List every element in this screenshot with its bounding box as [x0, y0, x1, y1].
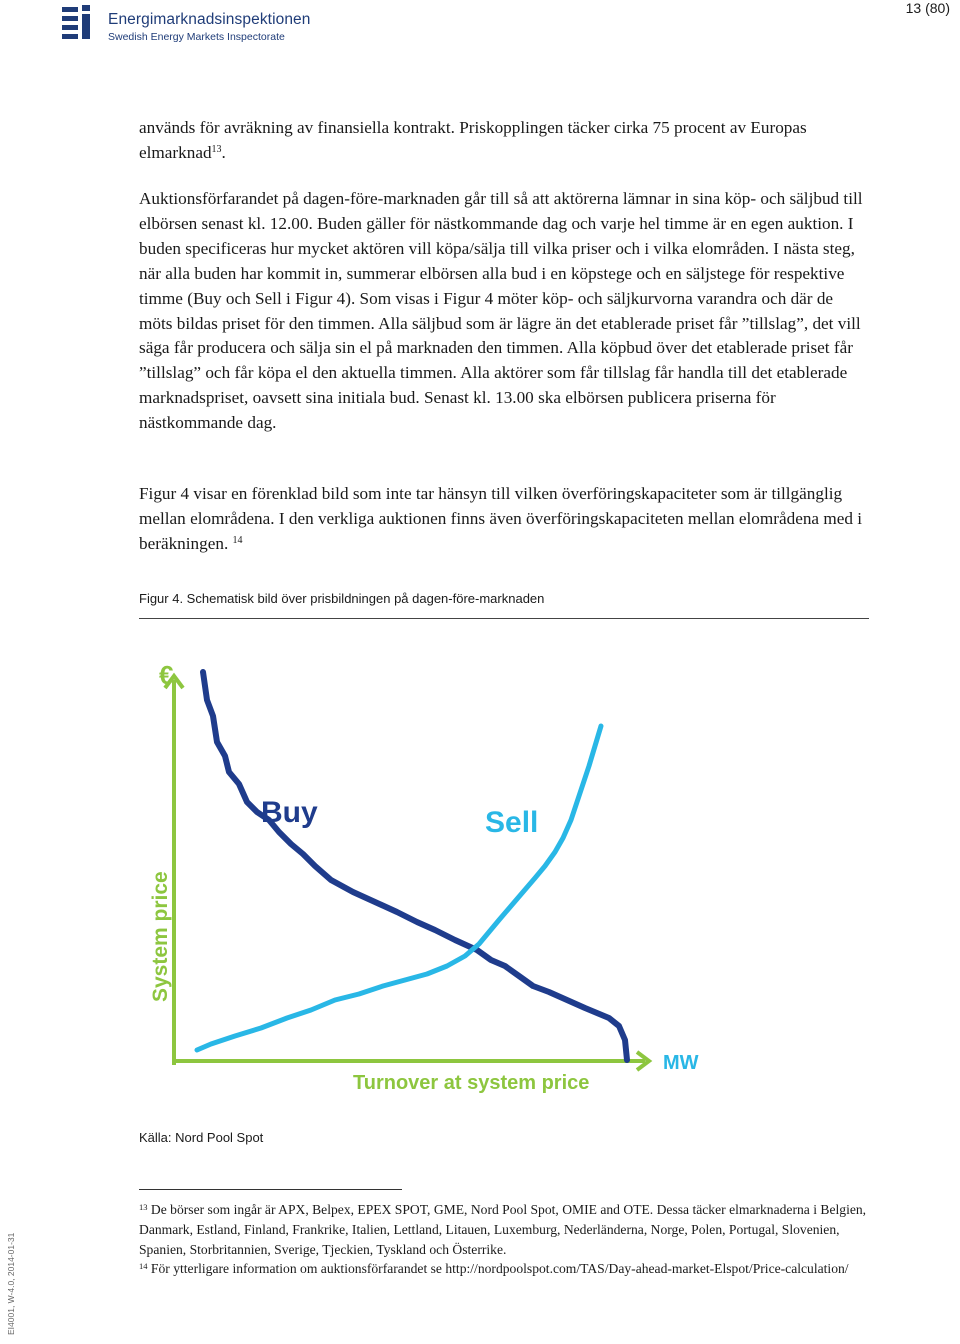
footnote-ref-14[interactable]: 14 — [232, 534, 243, 546]
document-id-label: EI4001, W-4.0, 2014-01-31 — [6, 1232, 16, 1335]
y-unit-label: € — [159, 660, 174, 690]
x-unit-label: MW — [663, 1052, 699, 1074]
page-number: 13 (80) — [905, 0, 950, 16]
footnotes — [139, 1200, 869, 1279]
series-label-buy: Buy — [261, 796, 318, 829]
footnote-text[interactable]: För ytterligare information om auktionsförfarandet se http://nordpoolspot.com/TAS/Day-ahead-market-Elspot/Price-calculation/ — [150, 1261, 849, 1277]
footnote-divider — [139, 1189, 402, 1190]
org-logo — [62, 5, 322, 43]
y-axis-label: System price — [149, 871, 172, 1002]
footnote-text: De börser som ingår är APX, Belpex, EPEX SPOT, GME, Nord Pool Spot, OMIE and OTE. Dessa täcker elmarknaderna i Belgien, Danmark, Estland, Finland, Frankrike, Italien, Lettland, Litauen, Luxemburg, Nederländerna, Norge, Polen, Portugal, Slovenien, Spanien, Storbritannien, Sverige, Tjeckien, Tyskland och Österrike. — [139, 1202, 867, 1257]
x-axis-label: Turnover at system price — [353, 1072, 590, 1094]
org-name-en: Swedish Energy Markets Inspectorate — [108, 31, 285, 43]
paragraph-2 — [139, 187, 869, 436]
paragraph-2-text: Auktionsförfarandet på dagen-före-marknaden går till så att aktörerna lämnar in sina köp- och säljbud till elbörsen senast kl. 12.00. Buden gäller för nästkommande dag och varje hel timme är en egen auktion. I buden specificeras hur mycket aktören vill köpa/sälja till vilka priser och i vilka elområden. I nästa steg, när alla buden har kommit in, summerar elbörsen alla bud i en köpstege och en säljstege för respektive timme (Buy och Sell i Figur 4). Som visas i Figur 4 möter köp- och säljkurvorna varandra och där de möts bildas priset för den timmen. Alla säljbud som är lägre än det etablerade priset får ”tillslag”, det vill säga får producera och sälja sin el på marknaden den timmen. Alla köpbud över det etablerade priset får ”tillslag” och får köpa el den aktuella timmen. Alla aktörer som får tillslag får handla till det etablerade marknadspriset, oavsett sina initiala bud. Senast kl. 13.00 ska elbörsen publicera priserna för nästkommande dag. — [139, 189, 863, 433]
series-label-sell: Sell — [485, 806, 539, 839]
buy-curve — [203, 672, 627, 1060]
paragraph-1-end: . — [221, 142, 226, 162]
paragraph-1 — [139, 116, 869, 166]
paragraph-3-text: Figur 4 visar en förenklad bild som inte tar hänsyn till vilken överföringskapaciteter som är tillgänglig mellan elområdena. I den verkliga auktionen finns även överföringskapaciteten mellan elområdena med i beräkningen. — [139, 484, 863, 553]
figure-caption: Figur 4. Schematisk bild över prisbildningen på dagen-före-marknaden — [139, 591, 545, 606]
paragraph-3 — [139, 482, 869, 557]
caption-divider — [139, 618, 869, 619]
ei-logo-icon — [62, 5, 100, 39]
footnote-ref-13[interactable]: 13 — [211, 143, 222, 155]
sell-curve — [197, 726, 601, 1050]
footnote-number: 14 — [139, 1261, 148, 1272]
footnote-13 — [139, 1200, 869, 1259]
supply-demand-chart — [139, 630, 869, 1110]
paragraph-1-text: används för avräkning av finansiella kontrakt. Priskopplingen täcker cirka 75 procent av Europas elmarknad — [139, 118, 807, 162]
org-name: Energimarknadsinspektionen — [108, 11, 311, 28]
footnote-number: 13 — [139, 1202, 148, 1212]
figure-source: Källa: Nord Pool Spot — [139, 1130, 264, 1145]
footnote-14 — [139, 1259, 869, 1279]
